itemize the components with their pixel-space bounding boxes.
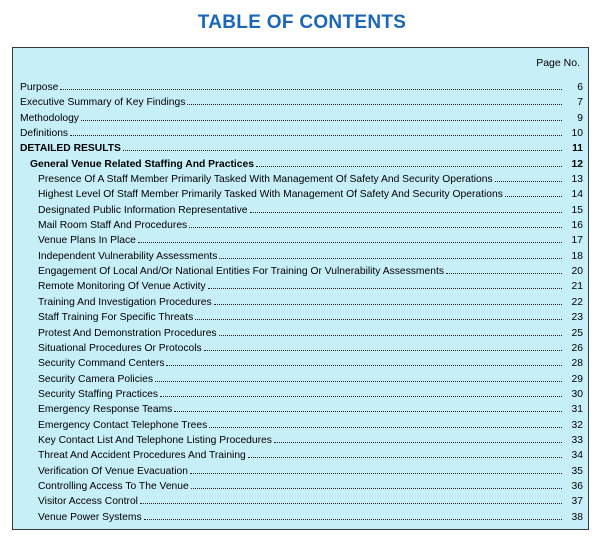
dot-leader [505,187,562,197]
dot-leader [208,279,562,289]
toc-entry-page: 25 [571,327,583,339]
toc-entry[interactable] [20,172,583,187]
toc-entry-label: Situational Procedures Or Protocols [38,342,202,354]
dot-leader [191,479,562,489]
toc-entry-label: Emergency Contact Telephone Trees [38,419,208,431]
page-number-header: Page No. [536,57,580,69]
toc-entry-label: Emergency Response Teams [38,404,173,416]
dot-leader [209,418,562,428]
toc-entry-page: 7 [577,97,583,109]
toc-entry[interactable] [20,372,583,387]
toc-entry-label: Highest Level Of Staff Member Primarily Tasked With Management Of Safety And Security Operations [38,189,503,201]
dot-leader [166,356,562,366]
dot-leader [140,494,562,504]
toc-entry-label: Threat And Accident Procedures And Training [38,450,246,462]
toc-entry-page: 28 [571,358,583,370]
toc-entry[interactable] [20,402,583,417]
toc-entry-page: 26 [571,342,583,354]
dot-leader [81,111,562,121]
dot-leader [190,464,562,474]
toc-entry-label: Staff Training For Specific Threats [38,312,194,324]
toc-entry-label: Executive Summary of Key Findings [20,97,186,109]
toc-entry-page: 18 [571,250,583,262]
toc-section-heading[interactable] [20,141,583,156]
toc-entry-page: 36 [571,480,583,492]
toc-entry-page: 17 [571,235,583,247]
toc-entry[interactable] [20,479,583,494]
toc-entry-page: 16 [571,220,583,232]
toc-entry-page: 31 [571,404,583,416]
dot-leader [187,95,562,105]
dot-leader [160,387,562,397]
toc-entry[interactable] [20,310,583,325]
toc-entry[interactable] [20,279,583,294]
toc-entry[interactable] [20,341,583,356]
toc-entry[interactable] [20,126,583,141]
toc-entry-label: DETAILED RESULTS [20,143,121,155]
toc-entry-label: Security Camera Policies [38,373,154,385]
dot-leader [214,295,562,305]
toc-entry-label: Training And Investigation Procedures [38,296,212,308]
toc-entry-page: 35 [571,465,583,477]
toc-entry-label: Designated Public Information Representative [38,204,248,216]
toc-entry[interactable] [20,249,583,264]
dot-leader [495,172,562,182]
toc-entry[interactable] [20,218,583,233]
toc-entry-page: 11 [572,143,583,155]
toc-entry-label: Venue Plans In Place [38,235,136,247]
toc-subsection-heading[interactable] [20,157,583,172]
toc-entry-label: Visitor Access Control [38,496,138,508]
toc-entry-page: 13 [571,174,583,186]
dot-leader [70,126,562,136]
dot-leader [248,448,562,458]
dot-leader [256,157,562,167]
dot-leader [123,141,562,151]
toc-entry-page: 23 [571,312,583,324]
toc-entry[interactable] [20,80,583,95]
toc-entry[interactable] [20,464,583,479]
toc-entry-page: 20 [571,266,583,278]
toc-entry-label: Venue Power Systems [38,511,142,523]
toc-entry[interactable] [20,233,583,248]
toc-entry-page: 10 [571,128,583,140]
toc-entry-page: 22 [571,296,583,308]
dot-leader [189,218,562,228]
toc-entry[interactable] [20,356,583,371]
toc-entry-page: 12 [571,158,583,170]
toc-entry-label: Remote Monitoring Of Venue Activity [38,281,206,293]
toc-entry[interactable] [20,326,583,341]
toc-entry-label: Mail Room Staff And Procedures [38,220,188,232]
toc-entry-label: Presence Of A Staff Member Primarily Tasked With Management Of Safety And Security Operations [38,174,493,186]
toc-entry-page: 29 [571,373,583,385]
toc-entry-page: 34 [571,450,583,462]
dot-leader [144,510,562,520]
toc-entry[interactable] [20,418,583,433]
toc-entry[interactable] [20,510,583,525]
dot-leader [250,203,563,213]
toc-entry-label: Verification Of Venue Evacuation [38,465,188,477]
toc-entry-label: Engagement Of Local And/Or National Entities For Training Or Vulnerability Assessments [38,266,444,278]
dot-leader [446,264,562,274]
page-title: TABLE OF CONTENTS [197,12,407,33]
toc-entry[interactable] [20,448,583,463]
toc-entry[interactable] [20,264,583,279]
toc-entry[interactable] [20,295,583,310]
toc-entry[interactable] [20,95,583,110]
dot-leader [274,433,562,443]
toc-entry-page: 9 [577,112,583,124]
toc-entry-page: 38 [571,511,583,523]
toc-entry-page: 21 [571,281,583,293]
dot-leader [219,249,562,259]
toc-entry-page: 6 [577,82,583,93]
toc-entry[interactable] [20,494,583,509]
toc-entry-label: Key Contact List And Telephone Listing Procedures [38,434,272,446]
toc-entry-page: 32 [571,419,583,431]
toc-entry-page: 30 [571,388,583,400]
toc-entry[interactable] [20,433,583,448]
toc-entry-label: Protest And Demonstration Procedures [38,327,217,339]
toc-entry-label: General Venue Related Staffing And Practices [30,158,254,170]
toc-entry-label: Controlling Access To The Venue [38,480,189,492]
toc-entry-page: 33 [571,434,583,446]
toc-entry-label: Definitions [20,128,69,140]
toc-list [20,80,583,525]
dot-leader [174,402,562,412]
toc-entry-label: Purpose [20,82,59,93]
toc-entry-label: Methodology [20,112,79,124]
dot-leader [195,310,562,320]
toc-panel [12,47,589,530]
dot-leader [60,80,562,90]
toc-entry-page: 37 [571,496,583,508]
toc-entry-label: Security Command Centers [38,358,165,370]
toc-entry-label: Independent Vulnerability Assessments [38,250,218,262]
dot-leader [138,233,562,243]
dot-leader [155,372,562,382]
dot-leader [204,341,562,351]
dot-leader [219,326,562,336]
toc-entry-page: 15 [571,204,583,216]
toc-entry-page: 14 [571,189,583,201]
toc-entry[interactable] [20,187,583,202]
toc-entry-label: Security Staffing Practices [38,388,158,400]
toc-entry[interactable] [20,203,583,218]
toc-entry[interactable] [20,387,583,402]
toc-entry[interactable] [20,111,583,126]
